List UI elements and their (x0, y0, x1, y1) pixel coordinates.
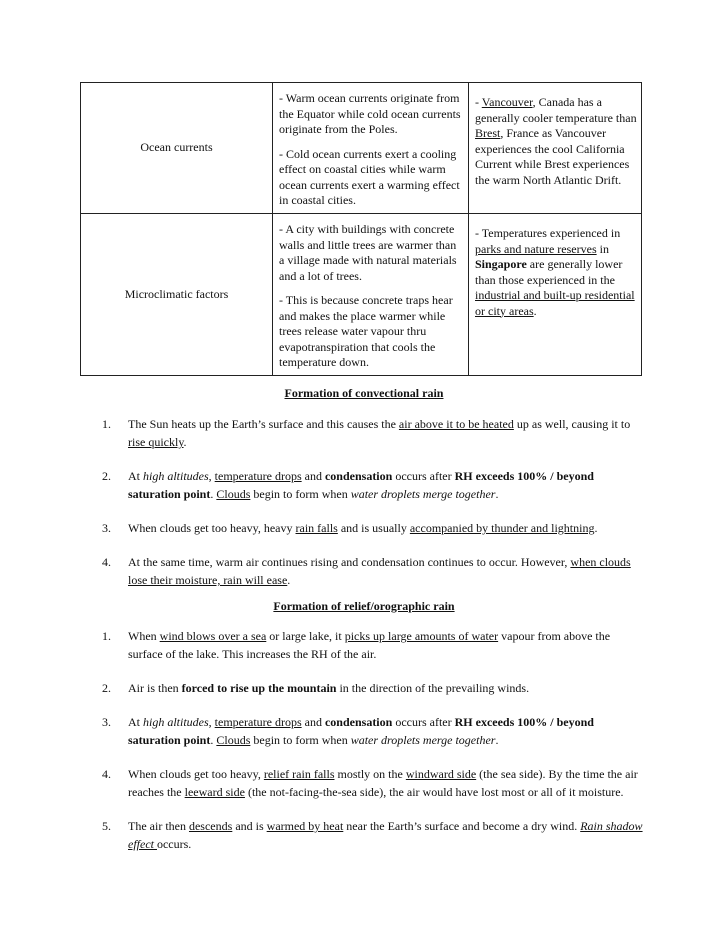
list-item: 4. When clouds get too heavy, relief rain falls mostly on the windward side (the sea side). By the time the air reaches the leeward side (the not-facing-the-sea side), the air would have lost most or all of it moisture. (102, 767, 638, 799)
relief-rain-heading: Formation of relief/orographic rain (273, 599, 455, 613)
relief-rain-steps (102, 627, 647, 853)
list-item: 3. At high altitudes, temperature drops and condensation occurs after RH exceeds 100% / beyond saturation point. Clouds begin to form when water droplets merge together. (102, 715, 594, 747)
example-cell (469, 83, 642, 214)
list-item: 1. The Sun heats up the Earth’s surface and this causes the air above it to be heated up as well, causing it to rise quickly. (102, 417, 631, 449)
factor-cell (81, 214, 273, 376)
example-cell (469, 214, 642, 376)
table-row (81, 214, 642, 376)
factor-cell (81, 83, 273, 214)
explanation-cell (273, 214, 469, 376)
explanation-text: - Cold ocean currents exert a cooling effect on coastal cities while warm ocean currents exert a warming effect in coastal cities. (279, 146, 460, 207)
list-item: 4. At the same time, warm air continues rising and condensation continues to occur. However, when clouds lose their moisture, rain will ease. (102, 555, 631, 587)
table-row (81, 83, 642, 214)
explanation-cell (273, 83, 469, 214)
convectional-rain-steps (102, 415, 647, 589)
explanation-text: - A city with buildings with concrete walls and little trees are warmer than a village made with natural materials and a lot of trees. (279, 222, 457, 283)
list-item: 2. At high altitudes, temperature drops and condensation occurs after RH exceeds 100% / beyond saturation point. Clouds begin to form when water droplets merge together. (102, 469, 594, 501)
convectional-rain-heading: Formation of convectional rain (284, 386, 444, 400)
factor-label: Ocean currents (140, 140, 213, 155)
explanation-text: - Warm ocean currents originate from the Equator while cold ocean currents originate from the Poles. (279, 91, 461, 136)
list-item: 3. When clouds get too heavy, heavy rain falls and is usually accompanied by thunder and lightning. (102, 521, 598, 535)
example-text: - Vancouver, Canada has a generally cooler temperature than Brest, France as Vancouver experiences the cool California Current while Brest experiences the warm North Atlantic Drift. (475, 95, 637, 187)
explanation-text: - This is because concrete traps hear and makes the place warmer while trees release water vapour thru evapotranspiration that cools the temperature down. (279, 293, 453, 369)
list-item: 1. When wind blows over a sea or large lake, it picks up large amounts of water vapour from above the surface of the lake. This increases the RH of the air. (102, 629, 611, 661)
factor-label: Microclimatic factors (124, 286, 229, 301)
example-text: - Temperatures experienced in parks and nature reserves in Singapore are generally lower than those experienced in the industrial and built-up residential or city areas. (475, 226, 635, 318)
list-item: 5. The air then descends and is warmed by heat near the Earth’s surface and become a dry wind. Rain shadow effect occurs. (102, 819, 643, 851)
climate-factors-table (80, 82, 642, 376)
list-item: 2. Air is then forced to rise up the mountain in the direction of the prevailing winds. (102, 681, 530, 695)
